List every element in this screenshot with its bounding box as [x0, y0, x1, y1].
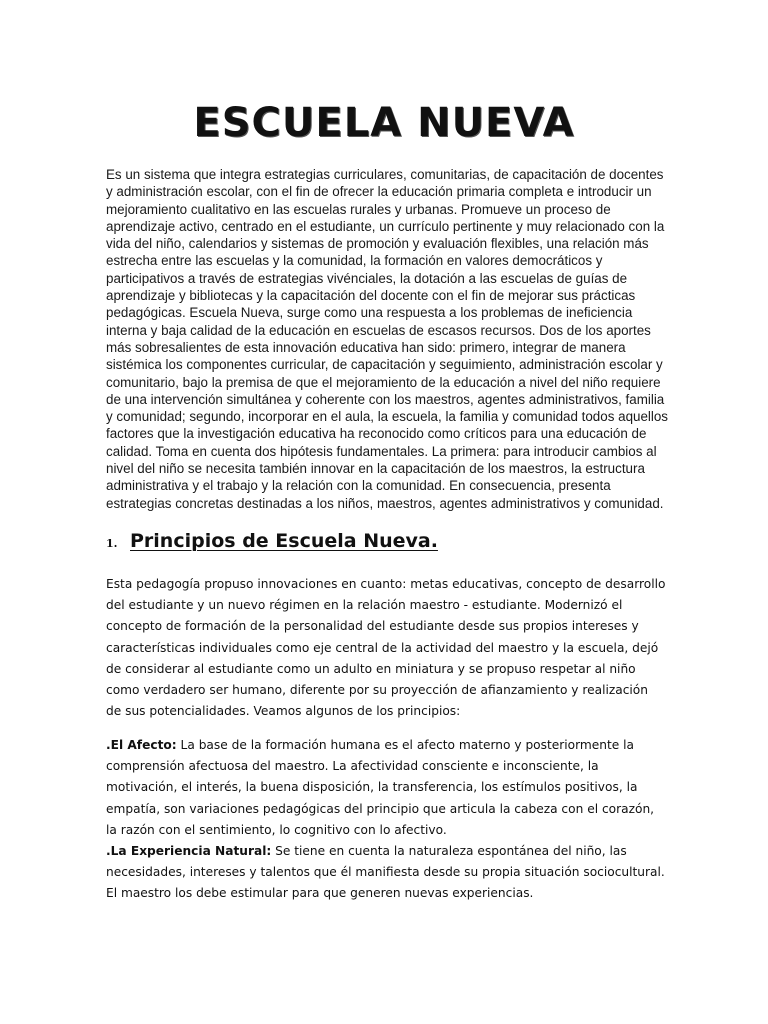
document-title: ESCUELA NUEVA: [193, 100, 575, 146]
principle-experiencia: [106, 841, 666, 905]
principles-intro-paragraph: Esta pedagogía propuso innovaciones en cuanto: metas educativas, concepto de desarrollo del estudiante y un nuevo régimen en la relación maestro - estudiante. Modernizó el concepto de formación de la personalidad del estudiante desde sus propios intereses y características individuales como eje central de la actividad del maestro y la escuela, dejó de considerar al estudiante como un adulto en miniatura y se propuso respetar al niño como verdadero ser humano, diferente por su proyección de afianzamiento y realización de sus potencialidades. Veamos algunos de los principios:: [106, 577, 666, 719]
principle-afecto-label: .El Afecto:: [106, 738, 177, 752]
intro-paragraph: Es un sistema que integra estrategias curriculares, comunitarias, de capacitación de docentes y administración escolar, con el fin de ofrecer la educación primaria completa e introducir un mejoramiento cualitativo en las escuelas rurales y urbanas. Promueve un proceso de aprendizaje activo, centrado en el estudiante, un currículo pertinente y muy relacionado con la vida del niño, calendarios y sistemas de promoción y evaluación flexibles, una relación más estrecha entre las escuelas y la comunidad, la formación en valores democráticos y participativos a través de estrategias vivénciales, la dotación a las escuelas de guías de aprendizaje y bibliotecas y la capacitación del docente con el fin de mejorar sus prácticas pedagógicas. Escuela Nueva, surge como una respuesta a los problemas de ineficiencia interna y baja calidad de la educación en escuelas de escasos recursos. Dos de los aportes más sobresalientes de esta innovación educativa han sido: primero, integrar de manera sistémica los componentes curricular, de capacitación y seguimiento, administración escolar y comunitario, bajo la premisa de que el mejoramiento de la educación a nivel del niño requiere de una intervención simultánea y coherente con los maestros, agentes administrativos, familia y comunidad; segundo, incorporar en el aula, la escuela, la familia y comunidad todos aquellos factores que la investigación educativa ha reconocido como críticos para una educación de calidad. Toma en cuenta dos hipótesis fundamentales. La primera: para introducir cambios al nivel del niño se necesita también innovar en la capacitación de los maestros, la estructura administrativa y el trabajo y la relación con la comunidad. En consecuencia, presenta estrategias concretas destinadas a los niños, maestros, agentes administrativos y comunidad.: [106, 167, 669, 511]
principles-list: [106, 735, 666, 905]
section-number: 1.: [106, 537, 118, 550]
principle-experiencia-label: .La Experiencia Natural:: [106, 844, 272, 859]
principle-afecto: [106, 735, 666, 841]
principle-experiencia-text: Se tiene en cuenta la naturaleza espontánea del niño, las necesidades, intereses y talentos que él manifiesta desde su propia situación sociocultural. El maestro los debe estimular para que generen nuevas experiencias.: [106, 844, 665, 901]
section-heading: [106, 530, 706, 552]
section-heading-text: Principios de Escuela Nueva.: [130, 530, 438, 552]
principle-afecto-text: La base de la formación humana es el afecto materno y posteriormente la comprensión afectuosa del maestro. La afectividad consciente e inconsciente, la motivación, el interés, la buena disposición, la transferencia, los estímulos positivos, la empatía, son variaciones pedagógicas del principio que articula la cabeza con el corazón, la razón con el sentimiento, lo cognitivo con lo afectivo.: [106, 738, 655, 837]
